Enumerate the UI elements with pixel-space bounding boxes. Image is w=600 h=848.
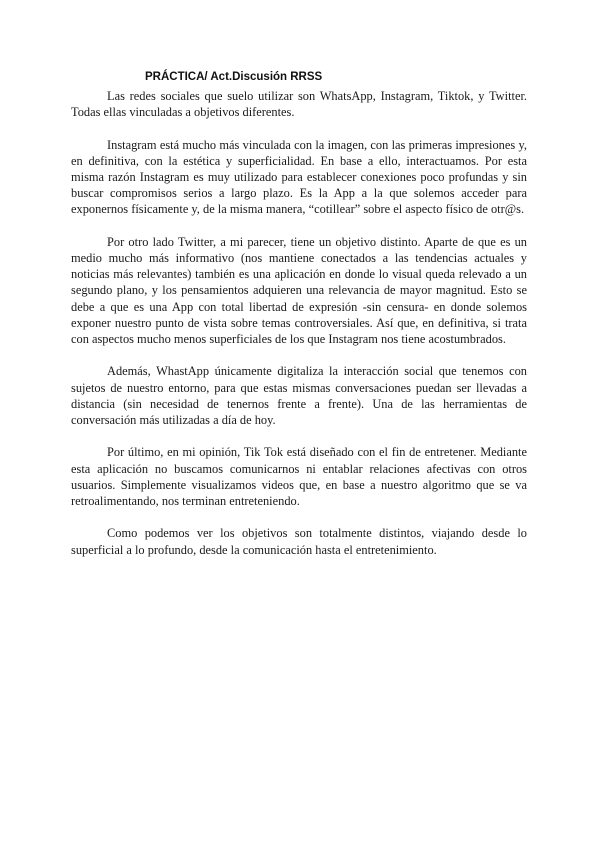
paragraph-whatsapp: Además, WhastApp únicamente digitaliza la interacción social que tenemos con sujetos de nuestro entorno, para que estas mismas conversaciones puedan ser llevadas a distancia (sin necesidad de tenernos frente a frente). Una de las herramientas de conversación más utilizadas a día de hoy. <box>71 364 527 428</box>
document-title: PRÁCTICA/ Act.Discusión RRSS <box>145 71 323 83</box>
paragraph-intro: Las redes sociales que suelo utilizar son WhatsApp, Instagram, Tiktok, y Twitter. Todas ellas vinculadas a objetivos diferentes. <box>71 89 527 120</box>
paragraph-instagram: Instagram está mucho más vinculada con la imagen, con las primeras impresiones y, en definitiva, con la estética y superficialidad. En base a ello, interactuamos. Por esta misma razón Instagram es muy utilizado para establecer conexiones poco profundas y sin buscar compromisos serios a largo plazo. Es la App a la que solemos acceder para exponernos físicamente y, de la misma manera, “cotillear” sobre el aspecto físico de otr@s. <box>71 137 527 217</box>
document-body <box>71 88 527 574</box>
paragraph-conclusion: Como podemos ver los objetivos son totalmente distintos, viajando desde lo superficial a lo profundo, desde la comunicación hasta el entretenimiento. <box>71 526 527 557</box>
paragraph-twitter: Por otro lado Twitter, a mi parecer, tiene un objetivo distinto. Aparte de que es un medio mucho más informativo (nos mantiene conectados a las tendencias actuales y noticias más relevantes) también es una aplicación en donde lo visual queda relevado a un segundo plano, y los pensamientos adquieren una relevancia de mayor magnitud. Esto se debe a que es una App con total libertad de expresión -sin censura- en donde solemos exponer nuestro punto de vista sobre temas controversiales. Así que, en definitiva, si trata con aspectos mucho menos superficiales de los que Instagram nos tiene acostumbrados. <box>71 234 527 347</box>
paragraph-tiktok: Por último, en mi opinión, Tik Tok está diseñado con el fin de entretener. Mediante esta aplicación no buscamos comunicarnos ni entablar relaciones afectivas con otros usuarios. Simplemente visualizamos videos que, en base a nuestro algoritmo que se va retroalimentando, nos terminan entreteniendo. <box>71 445 527 509</box>
